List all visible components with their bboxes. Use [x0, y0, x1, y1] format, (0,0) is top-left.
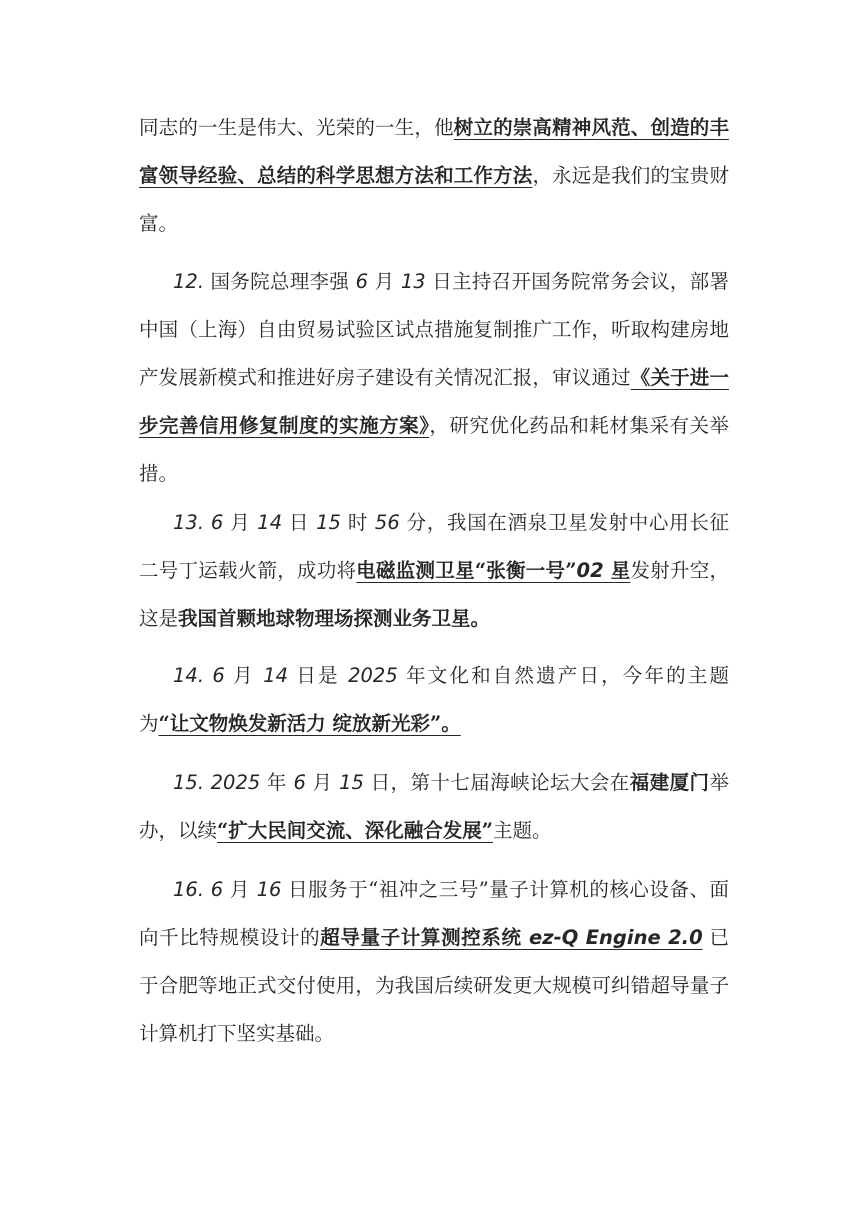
text-run: 举办，以续: [139, 771, 729, 842]
underlined-bold-text: [356, 559, 630, 582]
text-run: 主题。: [492, 819, 552, 842]
text-run: 年文化和自然遗产日，今年的主题为: [139, 664, 729, 735]
underlined-bold-text: 树立的崇高精神风范、创造的丰富领导经验、总结的科学思想方法和工作方法: [139, 116, 729, 187]
text-run: 日主持召开国务院常务会议，部署中国（上海）自由贸易试验区试点措施复制推广工作，听取构建房地产发展新模式和推进好房子建设有关情况汇报，审议通过: [139, 270, 729, 389]
paragraph-11-continuation: [139, 104, 729, 248]
number-text: 6: [204, 878, 224, 901]
text-run: 年: [260, 771, 294, 794]
text-run: 月: [223, 878, 257, 901]
number-text: 6: [204, 664, 225, 687]
bold-text: 我国首颗地球物理场探测业务卫星。: [178, 607, 491, 630]
paragraph-item-14: [139, 652, 729, 748]
item-number: 16.: [173, 878, 205, 901]
text-run: 月: [224, 664, 264, 687]
number-text: 6: [355, 270, 369, 293]
item-number: 15.: [173, 771, 205, 794]
text-run: 日服务于“祖冲之三号”量子计算机的核心设备、面向千比特规模设计的: [139, 878, 729, 949]
underlined-bold-text: “让文物焕发新活力 绽放新光彩”。: [158, 712, 461, 735]
underlined-bold-text: [320, 926, 702, 949]
number-text: 16: [256, 878, 282, 901]
number-text: 2025: [348, 664, 398, 687]
paragraph-item-13: [139, 499, 729, 643]
text-run: 已于合肥等地正式交付使用，为我国后续研发更大规模可纠错超导量子计算机打下坚实基础。: [139, 926, 729, 1045]
item-number: 12.: [173, 270, 205, 293]
item-number: 14.: [173, 664, 205, 687]
number-text: 14: [257, 511, 283, 534]
text-run: 日: [282, 511, 317, 534]
number-text: 56: [374, 511, 400, 534]
text-run: ，研究优化药品和耗材集采有关举措。: [139, 414, 729, 485]
number-text: 15: [339, 771, 364, 794]
text-run: ，永远是我们的宝贵财富。: [139, 164, 729, 235]
item-number: 13.: [173, 511, 205, 534]
text-run: 日，第十七届海峡论坛大会在: [363, 771, 630, 794]
text-run: 同志的一生是伟大、光荣的一生，他: [139, 116, 454, 139]
paragraph-item-15: [139, 759, 729, 855]
number-text: 6: [204, 511, 224, 534]
text-run: 日是: [288, 664, 349, 687]
text-run: 星: [603, 559, 631, 582]
text-run: 分，我国在酒泉卫星发射中心用长征二号丁运载火箭，成功将: [139, 511, 730, 582]
number-text: 02: [576, 559, 604, 582]
number-text: 15: [316, 511, 341, 534]
underlined-bold-text: 《关于进一步完善信用修复制度的实施方案》: [139, 366, 729, 437]
number-text: 13: [400, 270, 426, 293]
product-name: ez-Q Engine 2.0: [521, 926, 703, 949]
text-run: 时: [340, 511, 375, 534]
bold-text: 福建厦门: [629, 771, 710, 794]
text-run: 超导量子计算测控系统: [320, 926, 522, 949]
text-run: 发射升空，这是: [139, 559, 729, 630]
number-text: 6: [293, 771, 306, 794]
number-text: 2025: [204, 771, 261, 794]
paragraph-item-16: [139, 866, 729, 1058]
underlined-bold-text: “扩大民间交流、深化融合发展”: [217, 819, 493, 842]
text-run: 月: [305, 771, 340, 794]
text-run: 月: [223, 511, 258, 534]
text-run: 月: [368, 270, 401, 293]
text-run: 国务院总理李强: [204, 270, 356, 293]
text-run: 电磁监测卫星“张衡一号”: [356, 559, 577, 582]
paragraph-item-12: [139, 258, 729, 498]
number-text: 14: [263, 664, 289, 687]
